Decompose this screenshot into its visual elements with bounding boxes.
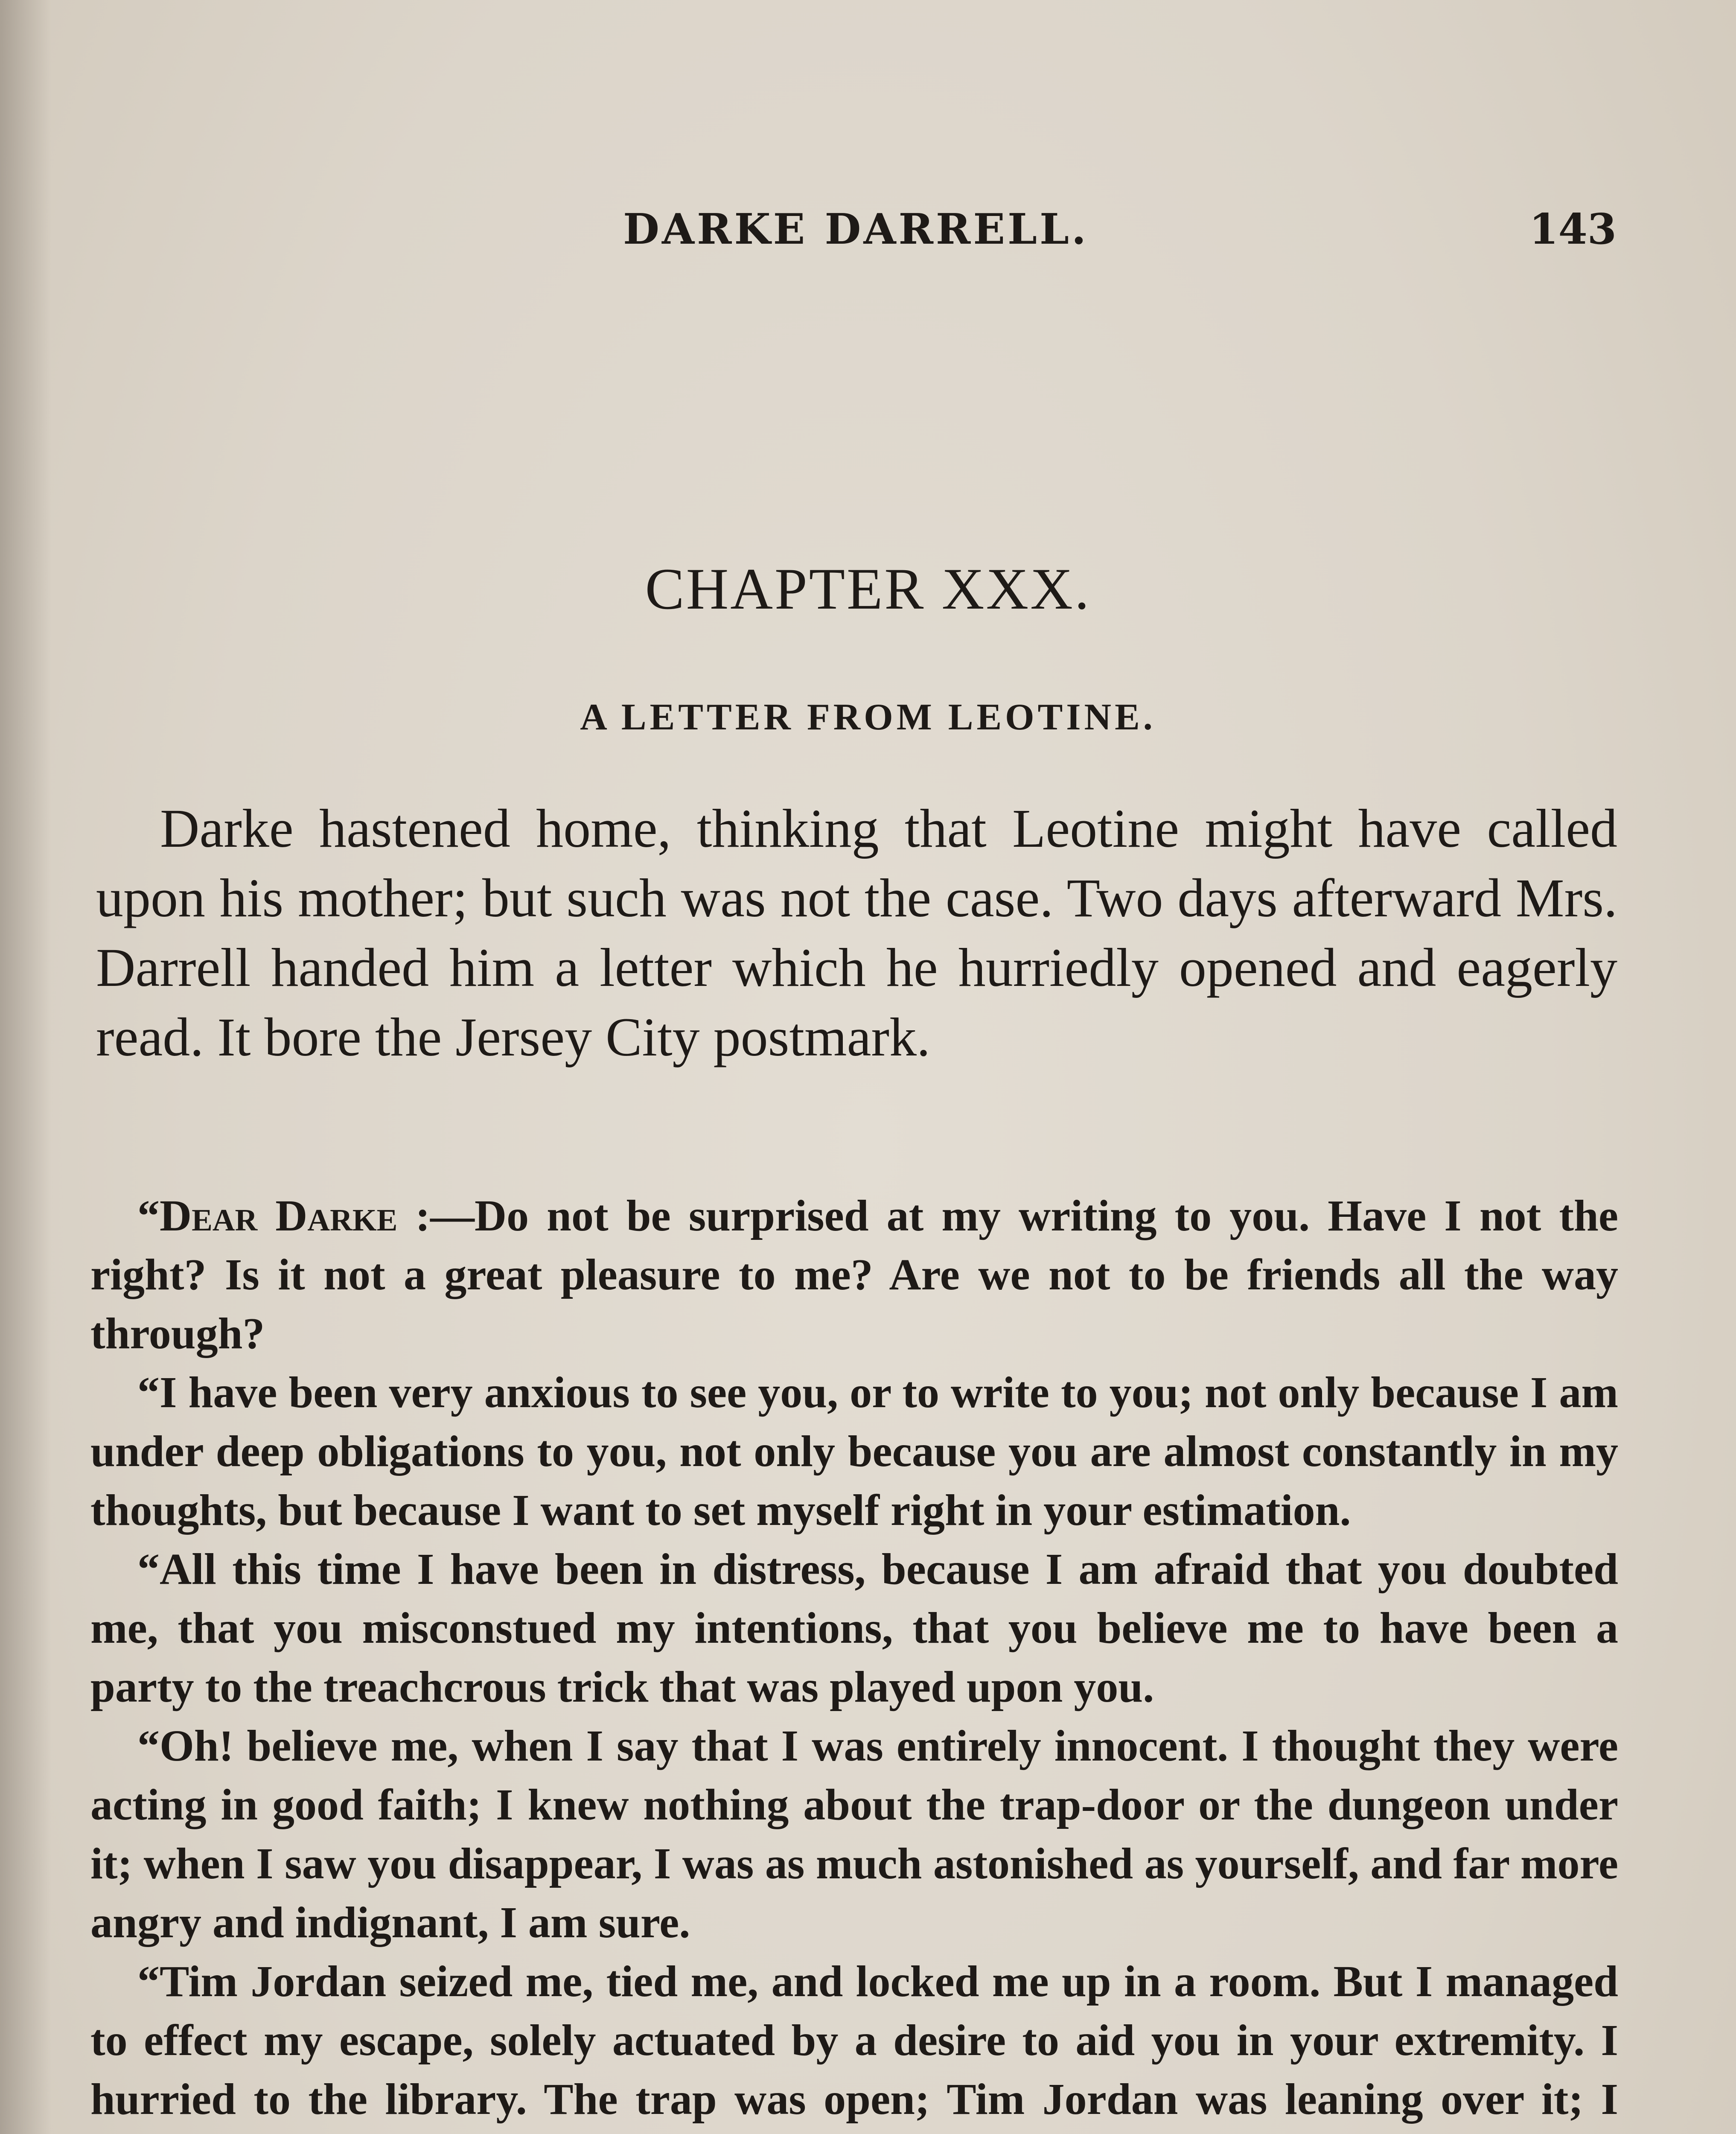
letter-paragraph-text: :—Do not be surprised at my writing to you. Have I not the right? Is it not a great pleasure to me? Are we not to be friends all the way through? bbox=[90, 1191, 1619, 1358]
letter-salutation: “Dear Darke bbox=[137, 1191, 398, 1240]
letter-paragraph: “Oh! believe me, when I say that I was entirely innocent. I thought they were acting in good faith; I knew nothing about the trap-door or the dungeon under it; when I saw you disappear, I was as much astonished as yourself, and far more angry and indignant, I am sure. bbox=[90, 1721, 1618, 1947]
letter-paragraph: “I have been very anxious to see you, or to write to you; not only because I am under deep obligations to you, not only because you are almost constantly in my thoughts, but because I want to set myself right in your estimation. bbox=[90, 1368, 1618, 1535]
opening-paragraph: Darke hastened home, thinking that Leotine might have called upon his mother; but such was not the case. Two days afterward Mrs. Darrell handed him a letter which he hurriedly opened and eagerly read. It bore the Jersey City postmark. bbox=[96, 798, 1617, 1067]
chapter-subtitle: A LETTER FROM LEOTINE. bbox=[580, 697, 1156, 738]
running-head bbox=[0, 205, 1736, 265]
letter-body bbox=[90, 1187, 1618, 2134]
running-head-title: DARKE DARRELL. bbox=[623, 205, 1089, 254]
chapter-title: CHAPTER XXX. bbox=[645, 556, 1091, 621]
letter-paragraph: “All this time I have been in distress, because I am afraid that you doubted me, that you misconstued my intentions, that you believe me to have been a party to the treachcrous trick that was played upon you. bbox=[90, 1545, 1618, 1711]
letter-paragraph: “Tim Jordan seized me, tied me, and locked me up in a room. But I managed to effect my escape, solely actuated by a desire to aid you in your extremity. I hurried to the library. The trap was open; Tim Jordan was leaning over it; I bbox=[90, 1957, 1618, 2124]
page-number: 143 bbox=[1529, 205, 1617, 254]
letter-paragraph bbox=[90, 1187, 1618, 1363]
page-edge-shadow bbox=[0, 0, 51, 2134]
